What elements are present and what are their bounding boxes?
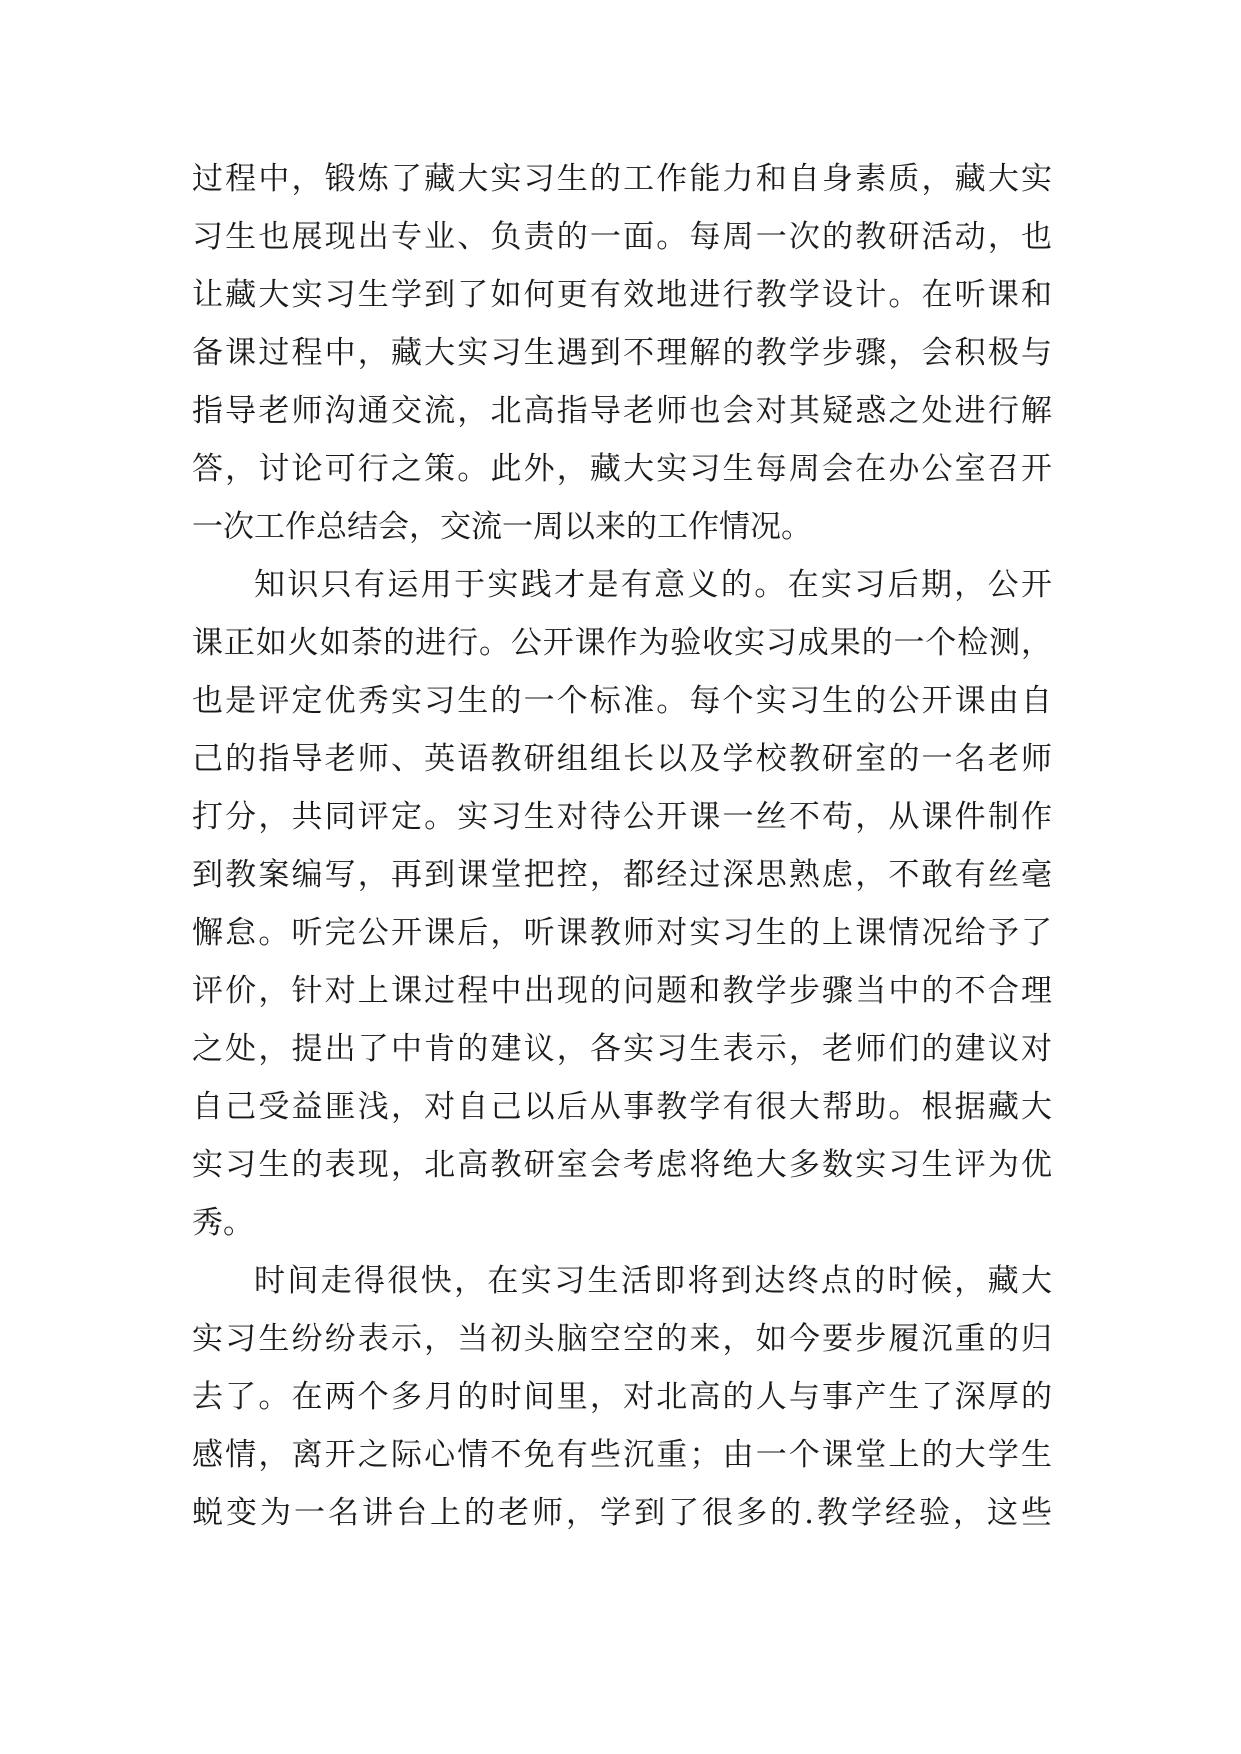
text-line: 实习生的表现，北高教研室会考虑将绝大多数实习生评为优 xyxy=(192,1147,1052,1183)
paragraph-start-line: 知识只有运用于实践才是有意义的。在实习后期，公开 xyxy=(254,567,1052,603)
text-line: 过程中，锻炼了藏大实习生的工作能力和自身素质，藏大实 xyxy=(192,161,1052,197)
text-line: 评价，针对上课过程中出现的问题和教学步骤当中的不合理 xyxy=(192,973,1052,1009)
text-line: 感情，离开之际心情不免有些沉重；由一个课堂上的大学生 xyxy=(192,1437,1052,1473)
text-line: 课正如火如荼的进行。公开课作为验收实习成果的一个检测， xyxy=(192,625,1052,661)
body-text xyxy=(192,150,1052,1542)
text-line: 蜕变为一名讲台上的老师，学到了很多的.教学经验，这些 xyxy=(192,1495,1052,1531)
text-line: 到教案编写，再到课堂把控，都经过深思熟虑，不敢有丝毫 xyxy=(192,857,1052,893)
text-line: 打分，共同评定。实习生对待公开课一丝不苟，从课件制作 xyxy=(192,799,1052,835)
text-line: 指导老师沟通交流，北高指导老师也会对其疑惑之处进行解 xyxy=(192,393,1052,429)
text-line: 去了。在两个多月的时间里，对北高的人与事产生了深厚的 xyxy=(192,1379,1052,1415)
text-line: 之处，提出了中肯的建议，各实习生表示，老师们的建议对 xyxy=(192,1031,1052,1067)
text-line: 让藏大实习生学到了如何更有效地进行教学设计。在听课和 xyxy=(192,277,1052,313)
text-line: 实习生纷纷表示，当初头脑空空的来，如今要步履沉重的归 xyxy=(192,1321,1052,1357)
text-line: 己的指导老师、英语教研组组长以及学校教研室的一名老师 xyxy=(192,741,1052,777)
text-line: 自己受益匪浅，对自己以后从事教学有很大帮助。根据藏大 xyxy=(192,1089,1052,1125)
text-line: 懈怠。听完公开课后，听课教师对实习生的上课情况给予了 xyxy=(192,915,1052,951)
paragraph-start-line: 时间走得很快，在实习生活即将到达终点的时候，藏大 xyxy=(254,1263,1052,1299)
text-line: 秀。 xyxy=(192,1205,254,1241)
text-line: 一次工作总结会，交流一周以来的工作情况。 xyxy=(192,509,812,545)
text-line: 也是评定优秀实习生的一个标准。每个实习生的公开课由自 xyxy=(192,683,1052,719)
text-line: 备课过程中，藏大实习生遇到不理解的教学步骤，会积极与 xyxy=(192,335,1052,371)
text-line: 答，讨论可行之策。此外，藏大实习生每周会在办公室召开 xyxy=(192,451,1052,487)
text-line: 习生也展现出专业、负责的一面。每周一次的教研活动，也 xyxy=(192,219,1052,255)
